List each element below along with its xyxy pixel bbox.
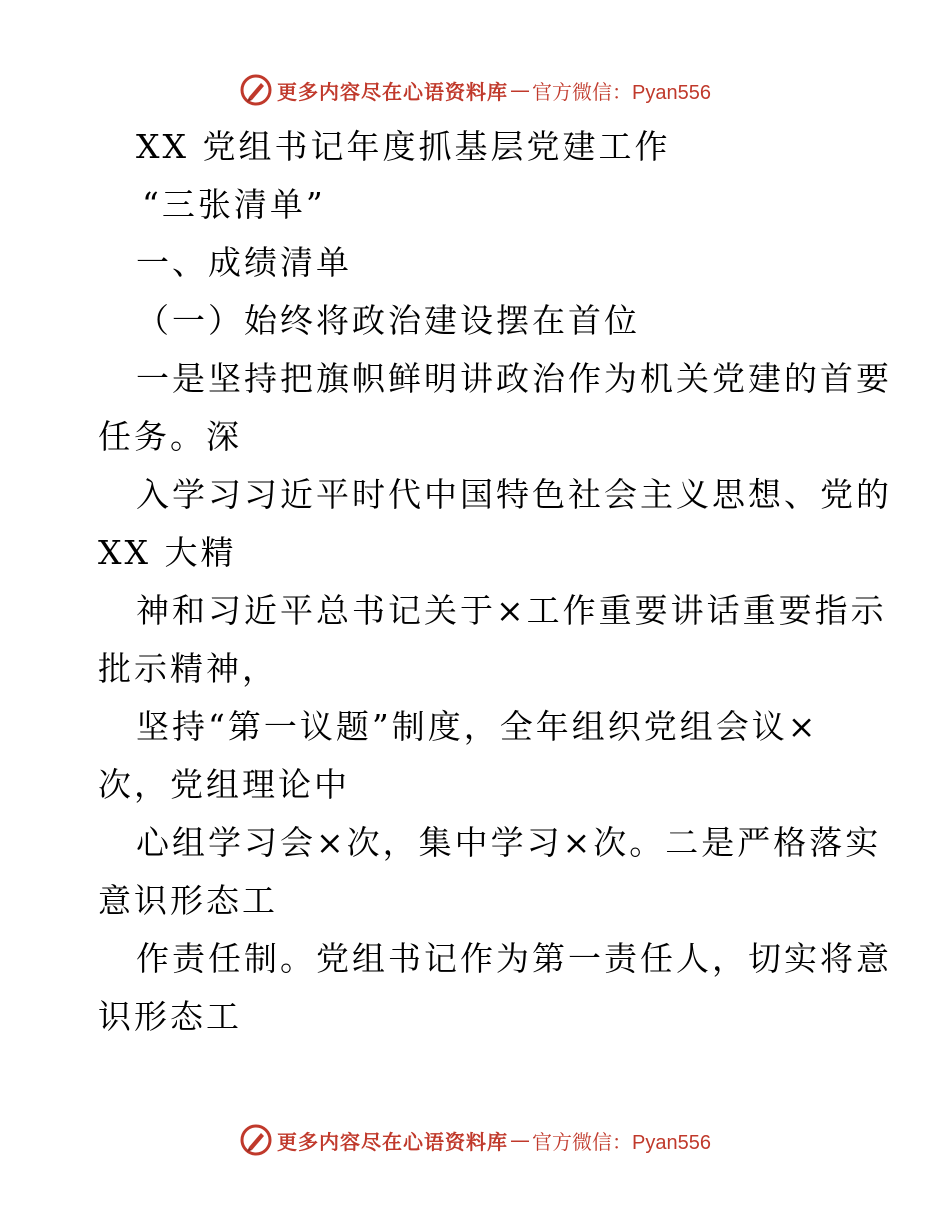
body-line: 任务。深 xyxy=(98,417,242,456)
title-line-1: XX 党组书记年度抓基层党建工作 xyxy=(136,127,671,166)
banner-contact: 官方微信：Pyan556 xyxy=(532,81,711,104)
footer-banner xyxy=(0,1118,950,1162)
body-line: 识形态工 xyxy=(98,997,242,1036)
body-line: 意识形态工 xyxy=(98,881,278,920)
body-line: 坚持“第一议题”制度，全年组织党组会议× xyxy=(136,707,819,746)
banner-separator: — xyxy=(510,78,531,102)
banner-separator: — xyxy=(510,1128,531,1152)
pen-logo-icon xyxy=(239,1123,273,1157)
body-line: XX 大精 xyxy=(98,533,237,572)
body-line: 入学习习近平时代中国特色社会主义思想、党的 xyxy=(136,475,892,514)
document-body xyxy=(98,118,892,1046)
body-line: 神和习近平总书记关于×工作重要讲话重要指示 xyxy=(136,591,887,630)
body-line: 一是坚持把旗帜鲜明讲政治作为机关党建的首要 xyxy=(136,359,892,398)
subsection-heading: （一）始终将政治建设摆在首位 xyxy=(136,301,640,340)
banner-text: 更多内容尽在心语资料库 xyxy=(277,79,509,104)
body-line: 心组学习会×次，集中学习×次。二是严格落实 xyxy=(136,823,882,862)
section-heading: 一、成绩清单 xyxy=(136,243,352,282)
body-line: 次，党组理论中 xyxy=(98,765,350,804)
pen-logo-icon xyxy=(239,73,273,107)
banner-contact: 官方微信：Pyan556 xyxy=(532,1131,711,1154)
title-line-2: “三张清单” xyxy=(142,185,326,224)
header-banner xyxy=(0,68,950,112)
body-line: 作责任制。党组书记作为第一责任人，切实将意 xyxy=(136,939,892,978)
body-line: 批示精神， xyxy=(98,649,278,688)
banner-text: 更多内容尽在心语资料库 xyxy=(277,1129,509,1154)
